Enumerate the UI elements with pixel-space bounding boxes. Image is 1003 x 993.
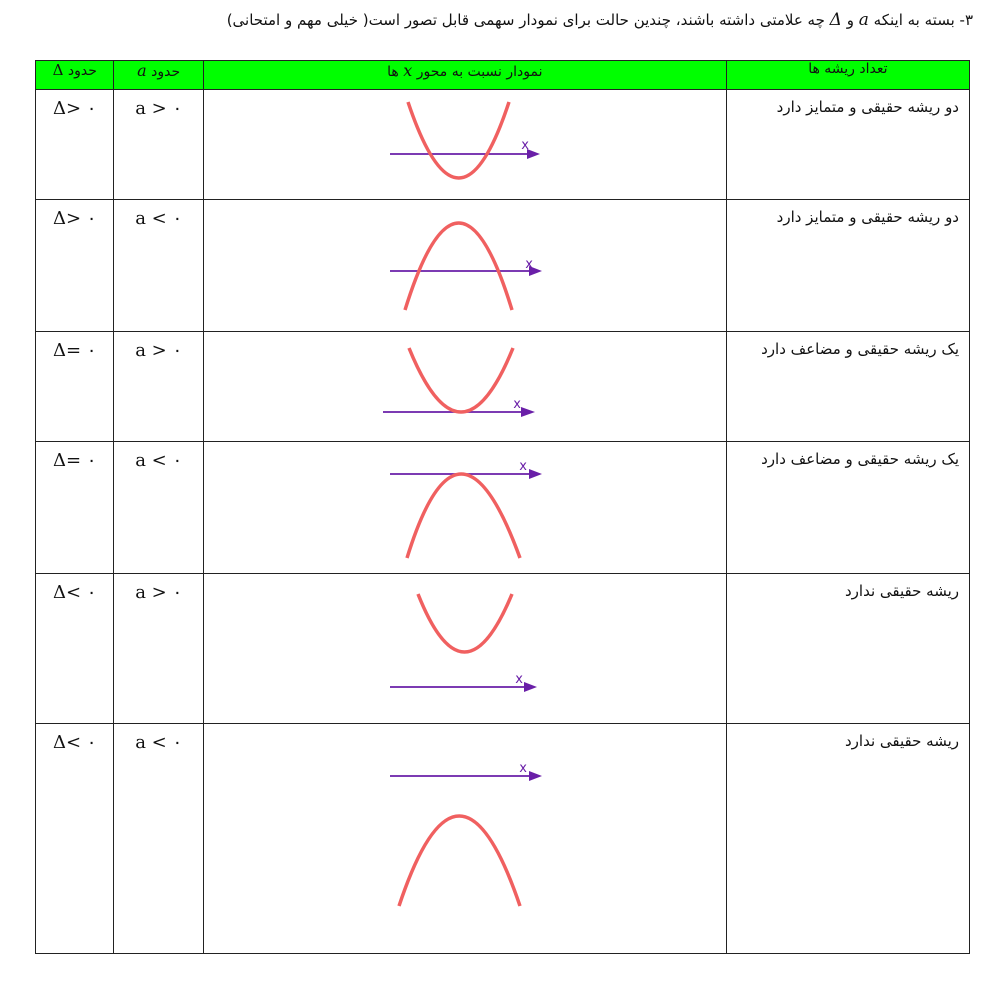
title-suffix: چه علامتی داشته باشند، چندین حالت برای نمودار سهمی قابل تصور است( خیلی مهم و امتحانی) xyxy=(226,11,825,29)
x-axis-arrow xyxy=(529,469,542,479)
parabola-graph xyxy=(205,332,725,440)
delta-range-cell: Δ> ۰ xyxy=(36,90,114,200)
header-roots: تعداد ریشه ها xyxy=(726,61,969,90)
roots-cell: یک ریشه حقیقی و مضاعف دارد xyxy=(726,332,969,442)
a-range-cell: a < ۰ xyxy=(114,200,203,332)
header-row xyxy=(36,61,970,90)
x-axis-label: x xyxy=(525,257,533,272)
parabola-curve xyxy=(405,223,512,310)
x-axis-label: x xyxy=(521,138,529,153)
delta-range-cell: Δ= ۰ xyxy=(36,332,114,442)
parabola-graph xyxy=(205,200,725,330)
delta-range-cell: Δ= ۰ xyxy=(36,442,114,574)
roots-cell: ریشه حقیقی ندارد xyxy=(726,724,969,954)
graph-cell xyxy=(203,200,726,332)
title-var-a: a xyxy=(858,10,869,30)
a-range-cell: a < ۰ xyxy=(114,724,203,954)
a-range-cell: a > ۰ xyxy=(114,574,203,724)
parabola-graph xyxy=(205,574,725,722)
parabola-graph xyxy=(205,442,725,572)
header-graph: نمودار نسبت به محور x ها xyxy=(203,61,726,90)
parabola-graph xyxy=(205,90,725,198)
roots-cell: یک ریشه حقیقی و مضاعف دارد xyxy=(726,442,969,574)
x-axis-arrow xyxy=(524,682,537,692)
a-range-cell: a > ۰ xyxy=(114,90,203,200)
title-and: و xyxy=(846,11,854,29)
roots-cell: دو ریشه حقیقی و متمایز دارد xyxy=(726,90,969,200)
table-row xyxy=(36,332,970,442)
parabola-cases-table xyxy=(35,60,970,954)
x-axis-arrow xyxy=(521,407,535,417)
graph-cell xyxy=(203,90,726,200)
delta-range-cell: Δ< ۰ xyxy=(36,574,114,724)
x-axis-label: x xyxy=(513,397,521,412)
header-delta-range: حدود Δ xyxy=(36,61,114,90)
graph-cell xyxy=(203,332,726,442)
delta-range-cell: Δ< ۰ xyxy=(36,724,114,954)
table-row xyxy=(36,90,970,200)
x-axis-label: x xyxy=(515,672,523,687)
section-title xyxy=(23,10,973,30)
graph-cell xyxy=(203,574,726,724)
table-row xyxy=(36,724,970,954)
x-axis-label: x xyxy=(519,761,527,776)
x-axis-arrow xyxy=(529,771,542,781)
parabola-curve xyxy=(418,594,512,652)
parabola-graph xyxy=(205,724,725,952)
x-axis-label: x xyxy=(519,459,527,474)
delta-range-cell: Δ> ۰ xyxy=(36,200,114,332)
table-row xyxy=(36,200,970,332)
parabola-curve xyxy=(408,102,509,178)
graph-cell xyxy=(203,724,726,954)
header-a-range: حدود a xyxy=(114,61,203,90)
table-row xyxy=(36,574,970,724)
a-range-cell: a < ۰ xyxy=(114,442,203,574)
parabola-curve xyxy=(409,348,513,412)
table-row xyxy=(36,442,970,574)
title-prefix: ۳- بسته به اینکه xyxy=(873,11,973,29)
graph-cell xyxy=(203,442,726,574)
roots-cell: ریشه حقیقی ندارد xyxy=(726,574,969,724)
title-var-delta: Δ xyxy=(829,10,842,30)
parabola-curve xyxy=(407,474,520,558)
parabola-curve xyxy=(399,816,520,906)
roots-cell: دو ریشه حقیقی و متمایز دارد xyxy=(726,200,969,332)
a-range-cell: a > ۰ xyxy=(114,332,203,442)
